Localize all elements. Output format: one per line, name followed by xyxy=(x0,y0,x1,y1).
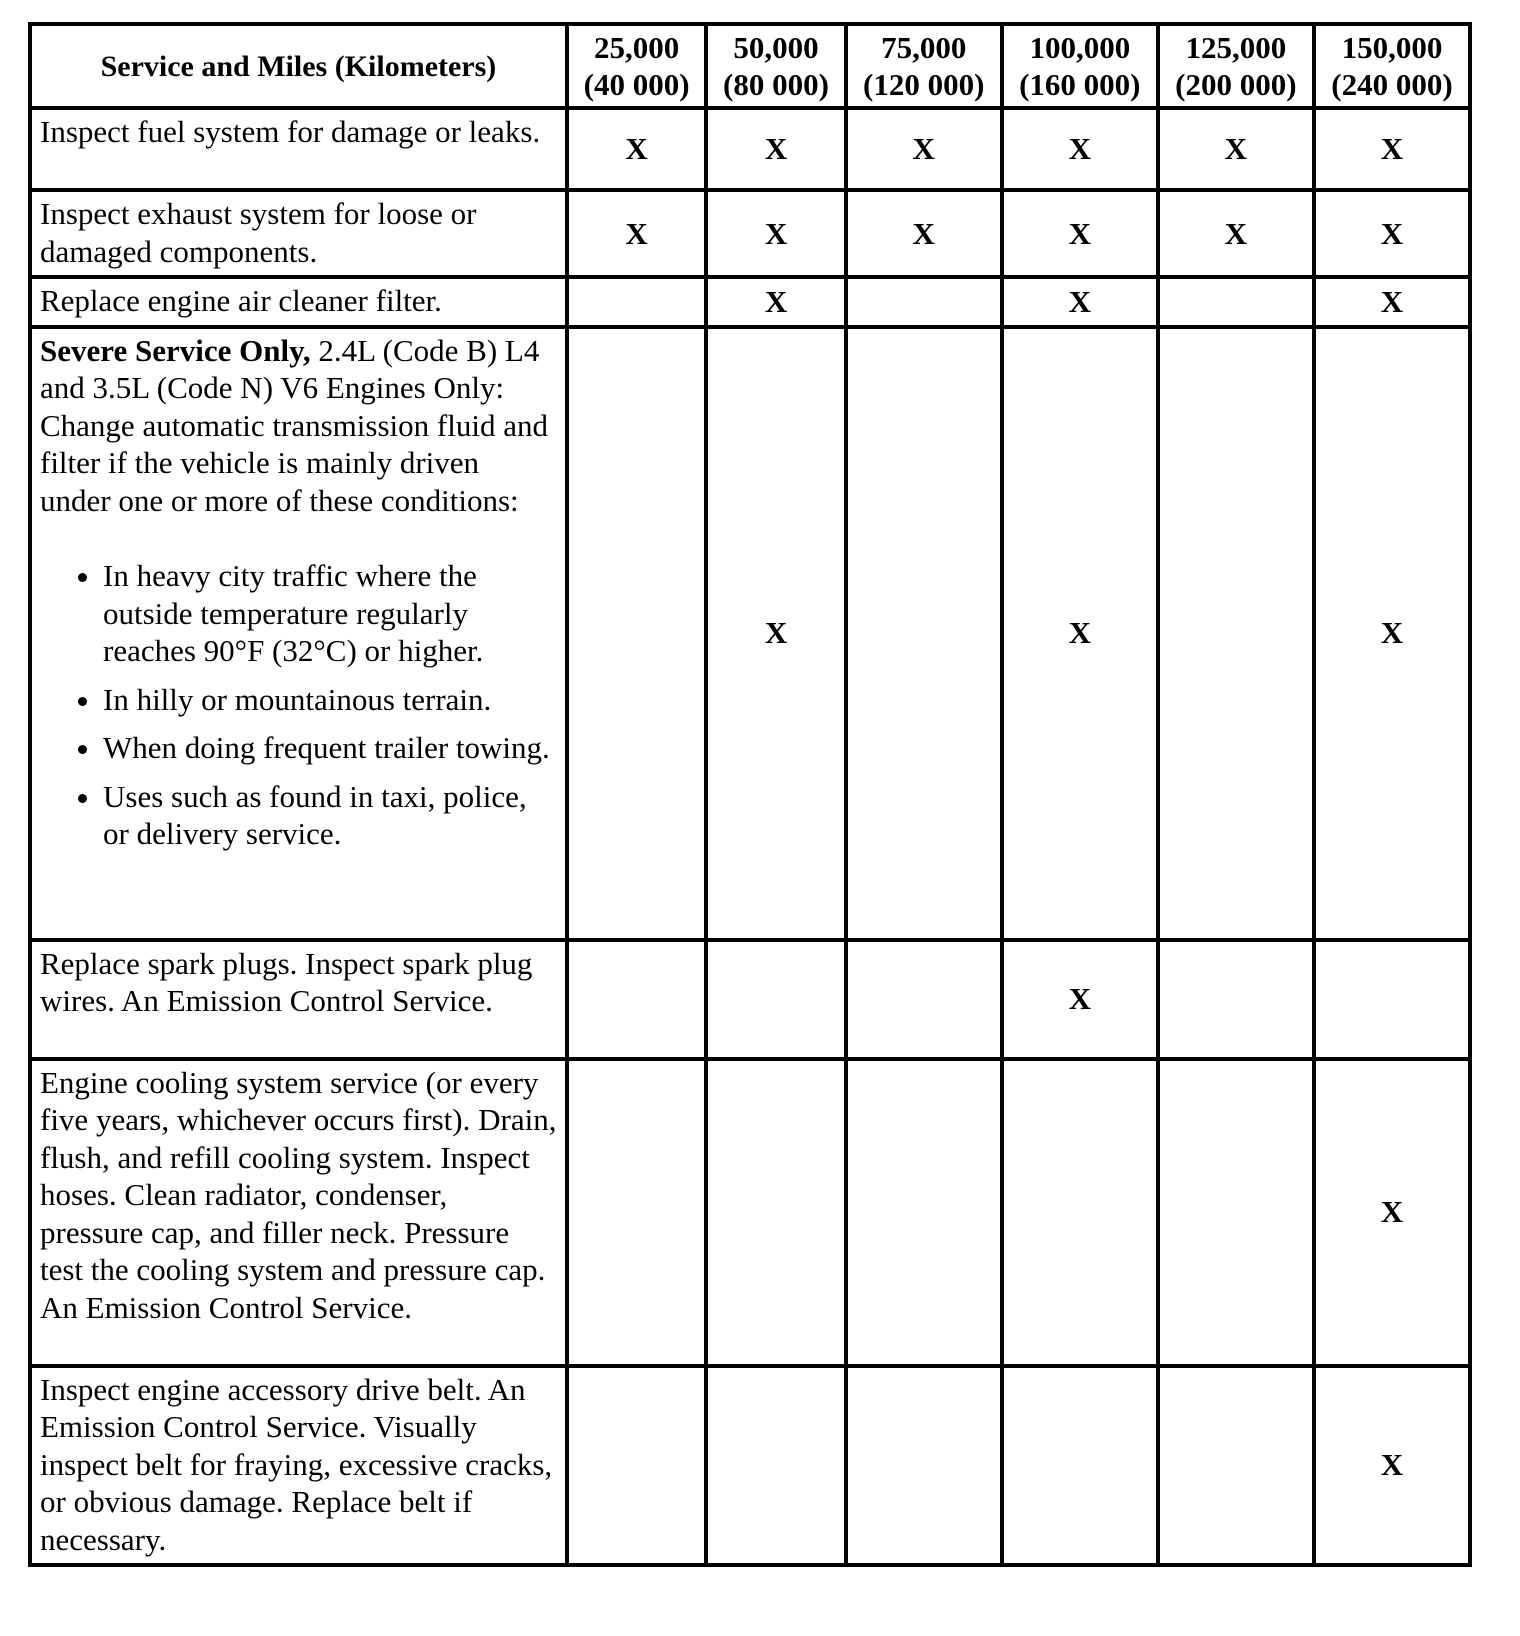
interval-mark xyxy=(567,1059,706,1366)
list-item: • In hilly or mountainous terrain. xyxy=(103,681,557,719)
interval-mark: X xyxy=(706,108,845,190)
interval-mark xyxy=(567,277,706,327)
header-row xyxy=(30,24,1470,108)
interval-mark: X xyxy=(1002,940,1158,1059)
table-row-transmission-fluid xyxy=(30,327,1470,940)
interval-mark xyxy=(1158,327,1314,940)
interval-mark xyxy=(1158,1059,1314,1366)
interval-mark: X xyxy=(567,190,706,277)
interval-mark: X xyxy=(1314,1366,1470,1566)
interval-mark xyxy=(1158,940,1314,1059)
transmission-service-text: 2.4L (Code B) L4 and 3.5L (Code N) V6 Engines Only: Change automatic transmission fluid and filter if the vehicle is mainly driven under one or more of these conditions: xyxy=(40,332,548,518)
interval-mark xyxy=(846,277,1002,327)
interval-mark: X xyxy=(706,277,845,327)
interval-header-100000: 100,000 (160 000) xyxy=(1002,24,1158,108)
service-description: Inspect fuel system for damage or leaks. xyxy=(30,108,567,190)
interval-mark xyxy=(1158,1366,1314,1566)
interval-mark xyxy=(846,940,1002,1059)
interval-mark xyxy=(846,1059,1002,1366)
interval-mark: X xyxy=(1158,190,1314,277)
service-description: Engine cooling system service (or every five years, whichever occurs first). Drain, flush, and refill cooling system. Inspect hoses. Clean radiator, condenser, pressure cap, and filler neck. Pressure test the cooling system and pressure cap. An Emission Control Service. xyxy=(30,1059,567,1366)
service-description: Replace spark plugs. Inspect spark plug wires. An Emission Control Service. xyxy=(30,940,567,1059)
table-row-fuel-system xyxy=(30,108,1470,190)
interval-mark xyxy=(1002,1366,1158,1566)
service-description xyxy=(30,327,567,940)
interval-mark: X xyxy=(706,327,845,940)
severe-service-label: Severe Service Only, xyxy=(40,332,311,368)
table-row-drive-belt xyxy=(30,1366,1470,1566)
interval-header-150000: 150,000 (240 000) xyxy=(1314,24,1470,108)
interval-mark xyxy=(567,940,706,1059)
interval-mark xyxy=(567,327,706,940)
interval-header-75000: 75,000 (120 000) xyxy=(846,24,1002,108)
interval-mark: X xyxy=(846,108,1002,190)
interval-mark xyxy=(706,940,845,1059)
service-description: Inspect engine accessory drive belt. An Emission Control Service. Visually inspect belt for fraying, excessive cracks, or obvious damage. Replace belt if necessary. xyxy=(30,1366,567,1566)
interval-header-50000: 50,000 (80 000) xyxy=(706,24,845,108)
table-row-spark-plugs xyxy=(30,940,1470,1059)
interval-mark xyxy=(1314,940,1470,1059)
interval-mark: X xyxy=(1314,277,1470,327)
interval-mark xyxy=(846,327,1002,940)
interval-mark: X xyxy=(1002,277,1158,327)
service-description: Inspect exhaust system for loose or damaged components. xyxy=(30,190,567,277)
interval-mark: X xyxy=(1314,108,1470,190)
interval-mark: X xyxy=(1314,327,1470,940)
interval-mark: X xyxy=(1002,190,1158,277)
table-row-exhaust-system xyxy=(30,190,1470,277)
interval-mark: X xyxy=(1002,327,1158,940)
interval-header-125000: 125,000 (200 000) xyxy=(1158,24,1314,108)
list-item: • Uses such as found in taxi, police, or delivery service. xyxy=(103,778,557,853)
interval-mark xyxy=(706,1366,845,1566)
interval-mark: X xyxy=(1314,1059,1470,1366)
service-column-header: Service and Miles (Kilometers) xyxy=(30,24,567,108)
interval-header-25000: 25,000 (40 000) xyxy=(567,24,706,108)
conditions-list xyxy=(40,557,557,853)
interval-mark xyxy=(846,1366,1002,1566)
interval-mark xyxy=(567,1366,706,1566)
table-row-air-cleaner xyxy=(30,277,1470,327)
interval-mark: X xyxy=(1158,108,1314,190)
maintenance-schedule-table xyxy=(28,22,1472,1567)
interval-mark xyxy=(706,1059,845,1366)
list-item: • In heavy city traffic where the outside temperature regularly reaches 90°F (32°C) or higher. xyxy=(103,557,557,670)
interval-mark: X xyxy=(706,190,845,277)
interval-mark: X xyxy=(846,190,1002,277)
interval-mark: X xyxy=(1314,190,1470,277)
interval-mark xyxy=(1158,277,1314,327)
list-item: • When doing frequent trailer towing. xyxy=(103,729,557,767)
interval-mark: X xyxy=(1002,108,1158,190)
service-description: Replace engine air cleaner filter. xyxy=(30,277,567,327)
table-row-cooling-system xyxy=(30,1059,1470,1366)
interval-mark: X xyxy=(567,108,706,190)
interval-mark xyxy=(1002,1059,1158,1366)
